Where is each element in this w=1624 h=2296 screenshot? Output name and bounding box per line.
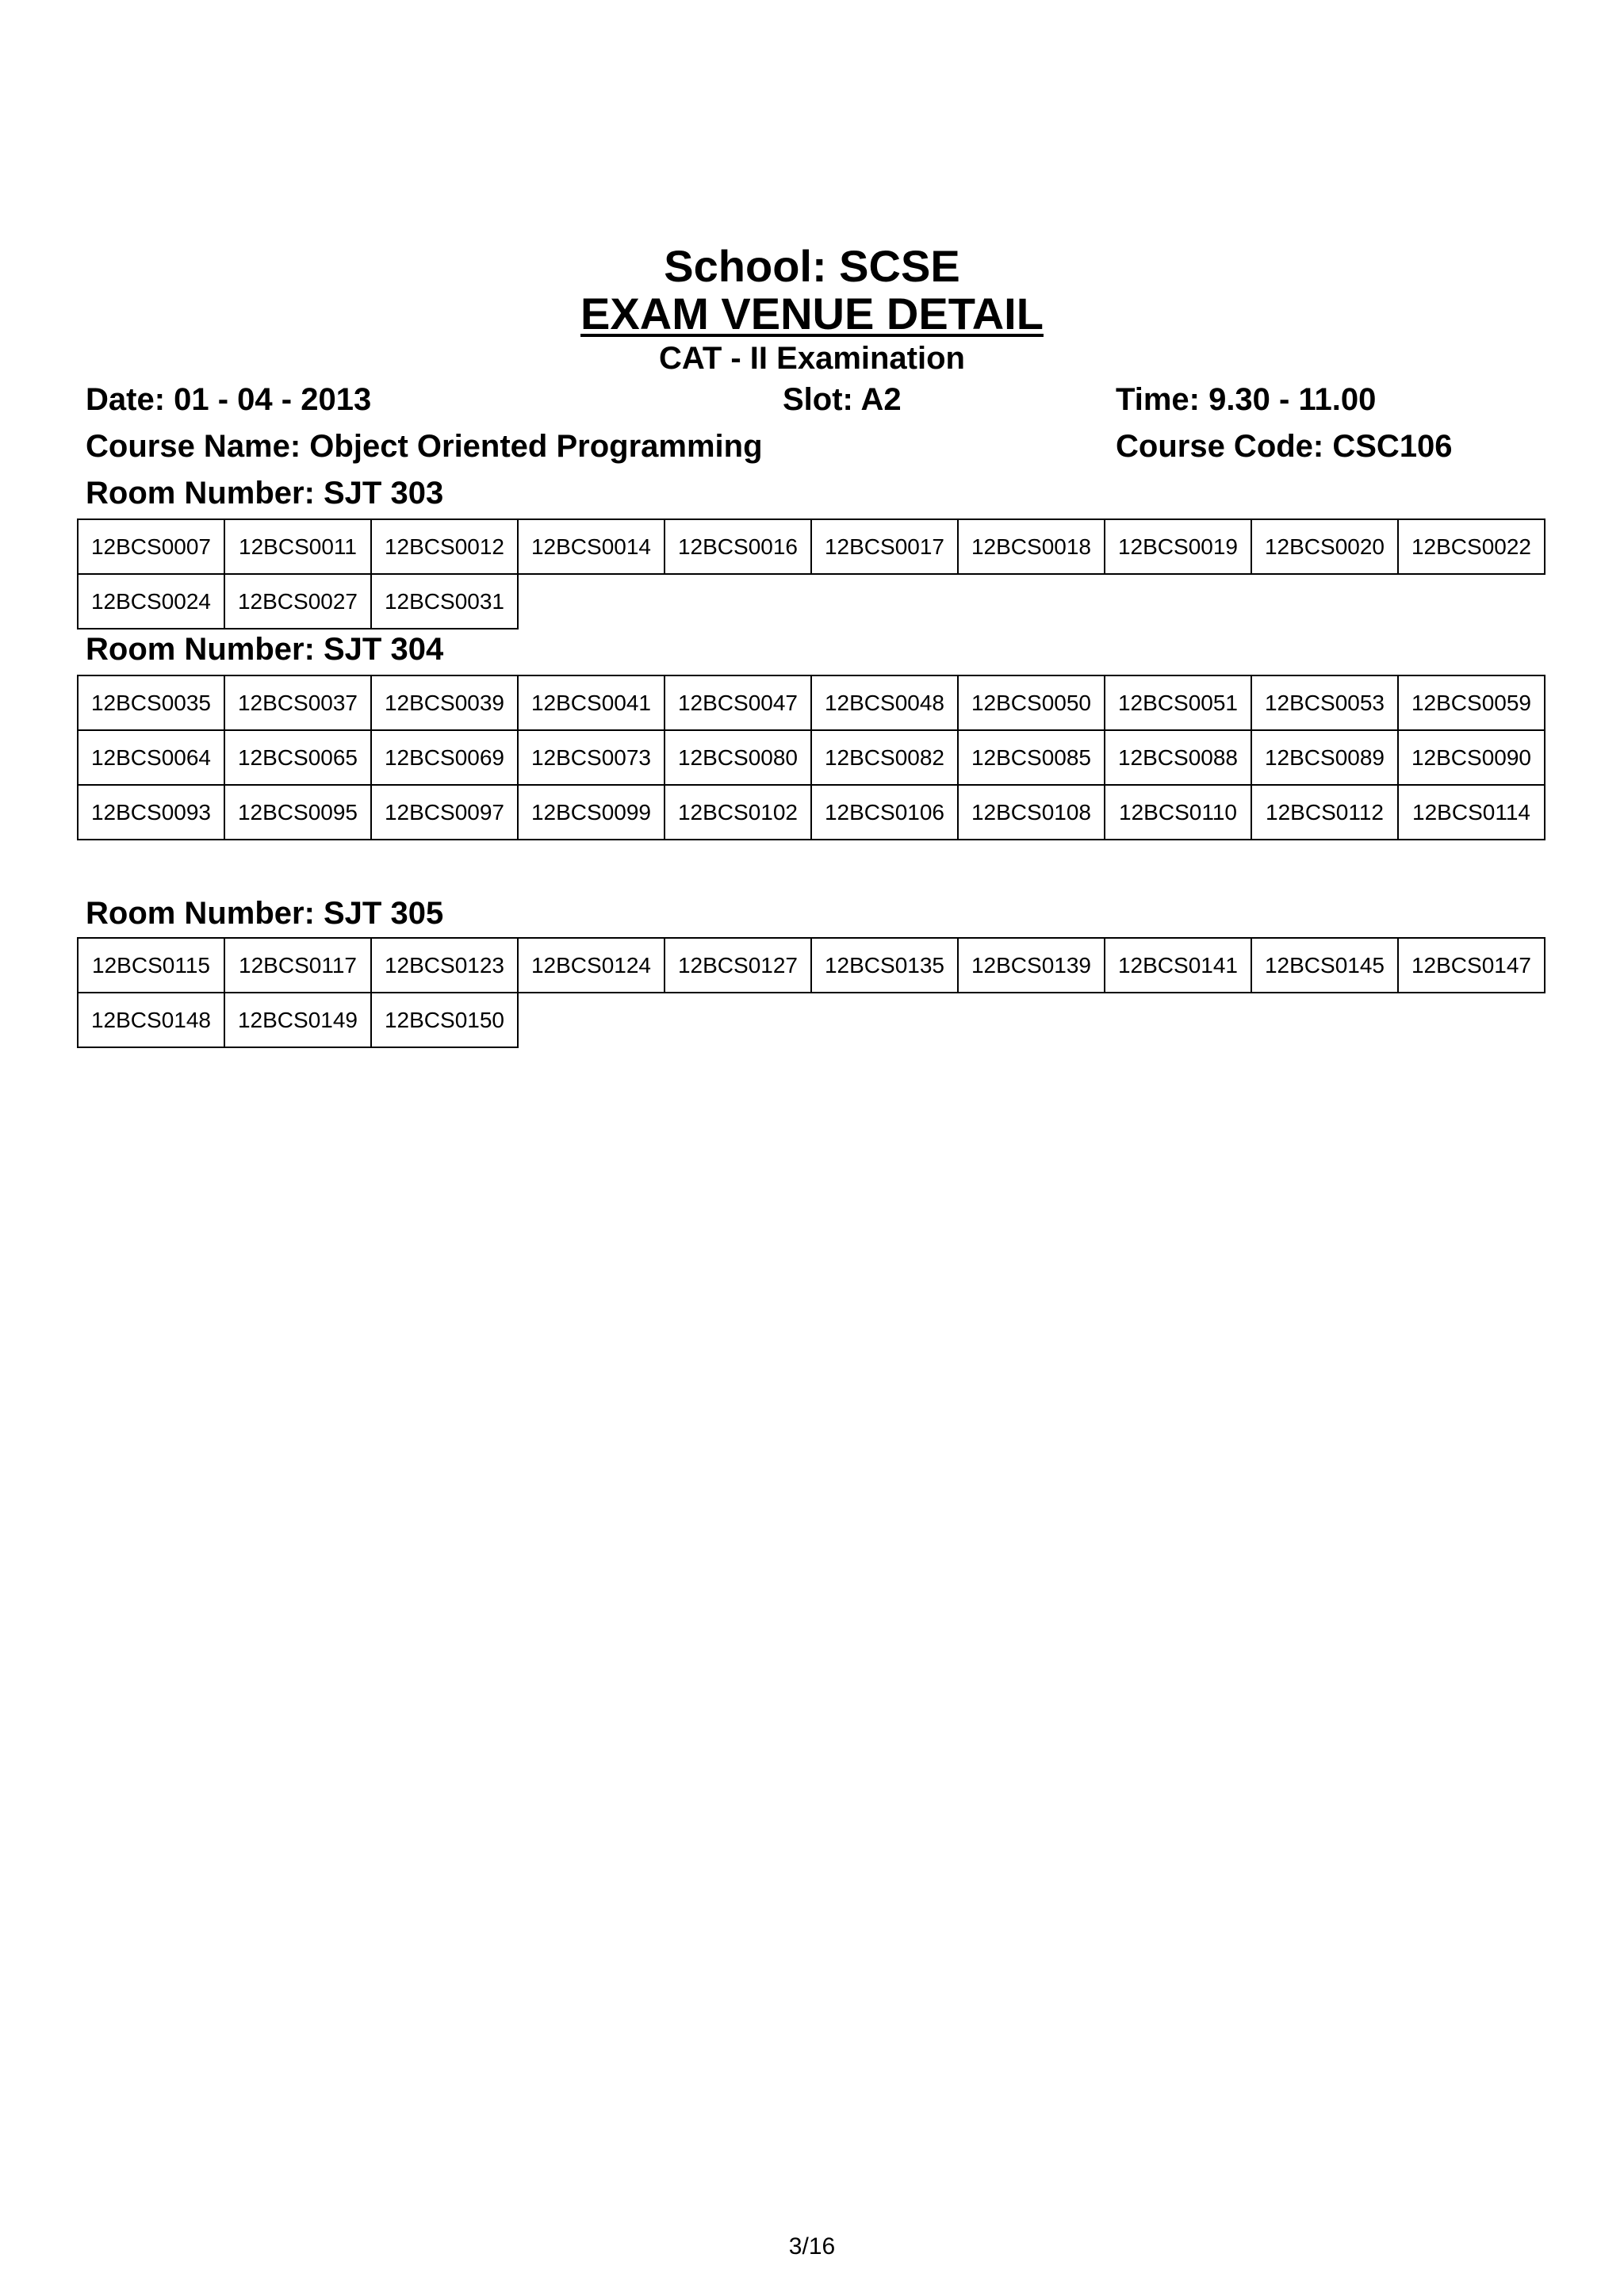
roll-number-cell: 12BCS0147 — [1398, 938, 1545, 993]
roll-number-cell: 12BCS0050 — [958, 675, 1105, 730]
roll-number-cell: 12BCS0089 — [1251, 730, 1398, 785]
exam-time: Time: 9.30 - 11.00 — [1116, 382, 1377, 417]
roll-number-cell: 12BCS0059 — [1398, 675, 1545, 730]
roll-table — [77, 675, 1545, 840]
roll-number-cell: 12BCS0082 — [811, 730, 958, 785]
table-row — [78, 519, 1545, 574]
roll-number-cell: 12BCS0114 — [1398, 785, 1545, 840]
roll-table — [77, 519, 1545, 629]
roll-number-cell: 12BCS0110 — [1105, 785, 1251, 840]
roll-number-cell: 12BCS0097 — [371, 785, 518, 840]
document-title — [0, 289, 1624, 339]
roll-number-cell: 12BCS0064 — [78, 730, 224, 785]
course-name: Course Name: Object Oriented Programming — [86, 429, 763, 464]
roll-number-cell: 12BCS0048 — [811, 675, 958, 730]
roll-number-cell: 12BCS0020 — [1251, 519, 1398, 574]
roll-number-cell: 12BCS0039 — [371, 675, 518, 730]
roll-number-cell: 12BCS0106 — [811, 785, 958, 840]
roll-number-cell: 12BCS0141 — [1105, 938, 1251, 993]
roll-number-cell: 12BCS0051 — [1105, 675, 1251, 730]
table-row — [78, 785, 1545, 840]
roll-number-cell: 12BCS0037 — [224, 675, 371, 730]
roll-number-cell: 12BCS0099 — [518, 785, 665, 840]
roll-number-cell: 12BCS0027 — [224, 574, 371, 629]
roll-number-cell: 12BCS0024 — [78, 574, 224, 629]
roll-number-cell: 12BCS0053 — [1251, 675, 1398, 730]
roll-number-cell: 12BCS0124 — [518, 938, 665, 993]
roll-number-cell: 12BCS0016 — [665, 519, 811, 574]
roll-number-cell: 12BCS0073 — [518, 730, 665, 785]
roll-number-cell: 12BCS0145 — [1251, 938, 1398, 993]
roll-number-cell: 12BCS0041 — [518, 675, 665, 730]
roll-number-cell: 12BCS0117 — [224, 938, 371, 993]
table-row — [78, 574, 1545, 629]
roll-number-cell: 12BCS0069 — [371, 730, 518, 785]
roll-number-cell: 12BCS0085 — [958, 730, 1105, 785]
roll-number-cell: 12BCS0102 — [665, 785, 811, 840]
roll-number-cell: 12BCS0112 — [1251, 785, 1398, 840]
table-row — [78, 993, 1545, 1047]
roll-number-cell: 12BCS0139 — [958, 938, 1105, 993]
roll-number-cell: 12BCS0127 — [665, 938, 811, 993]
roll-number-cell: 12BCS0115 — [78, 938, 224, 993]
roll-number-cell: 12BCS0135 — [811, 938, 958, 993]
roll-number-cell: 12BCS0017 — [811, 519, 958, 574]
roll-number-cell: 12BCS0018 — [958, 519, 1105, 574]
roll-number-cell: 12BCS0093 — [78, 785, 224, 840]
room-label: Room Number: SJT 305 — [86, 896, 444, 931]
school-heading: School: SCSE — [664, 241, 960, 291]
page-number: 3/16 — [788, 2233, 836, 2260]
document-title-text: EXAM VENUE DETAIL — [580, 289, 1044, 339]
roll-number-cell: 12BCS0012 — [371, 519, 518, 574]
roll-number-cell: 12BCS0123 — [371, 938, 518, 993]
exam-slot: Slot: A2 — [783, 382, 902, 417]
roll-number-cell: 12BCS0014 — [518, 519, 665, 574]
roll-number-cell: 12BCS0095 — [224, 785, 371, 840]
room-label: Room Number: SJT 303 — [86, 476, 444, 511]
roll-number-cell: 12BCS0019 — [1105, 519, 1251, 574]
roll-number-cell: 12BCS0090 — [1398, 730, 1545, 785]
roll-number-cell: 12BCS0065 — [224, 730, 371, 785]
roll-number-cell: 12BCS0148 — [78, 993, 224, 1047]
table-row — [78, 938, 1545, 993]
roll-number-cell: 12BCS0031 — [371, 574, 518, 629]
roll-number-cell: 12BCS0150 — [371, 993, 518, 1047]
roll-number-cell: 12BCS0088 — [1105, 730, 1251, 785]
roll-number-cell: 12BCS0149 — [224, 993, 371, 1047]
roll-number-cell: 12BCS0080 — [665, 730, 811, 785]
table-row — [78, 730, 1545, 785]
roll-number-cell: 12BCS0047 — [665, 675, 811, 730]
course-code: Course Code: CSC106 — [1116, 429, 1453, 464]
table-row — [78, 675, 1545, 730]
roll-number-cell: 12BCS0022 — [1398, 519, 1545, 574]
roll-number-cell: 12BCS0108 — [958, 785, 1105, 840]
exam-name: CAT - II Examination — [659, 341, 965, 376]
roll-number-cell: 12BCS0011 — [224, 519, 371, 574]
roll-table — [77, 937, 1545, 1048]
room-label: Room Number: SJT 304 — [86, 632, 444, 667]
roll-number-cell: 12BCS0007 — [78, 519, 224, 574]
exam-date: Date: 01 - 04 - 2013 — [86, 382, 372, 417]
roll-number-cell: 12BCS0035 — [78, 675, 224, 730]
